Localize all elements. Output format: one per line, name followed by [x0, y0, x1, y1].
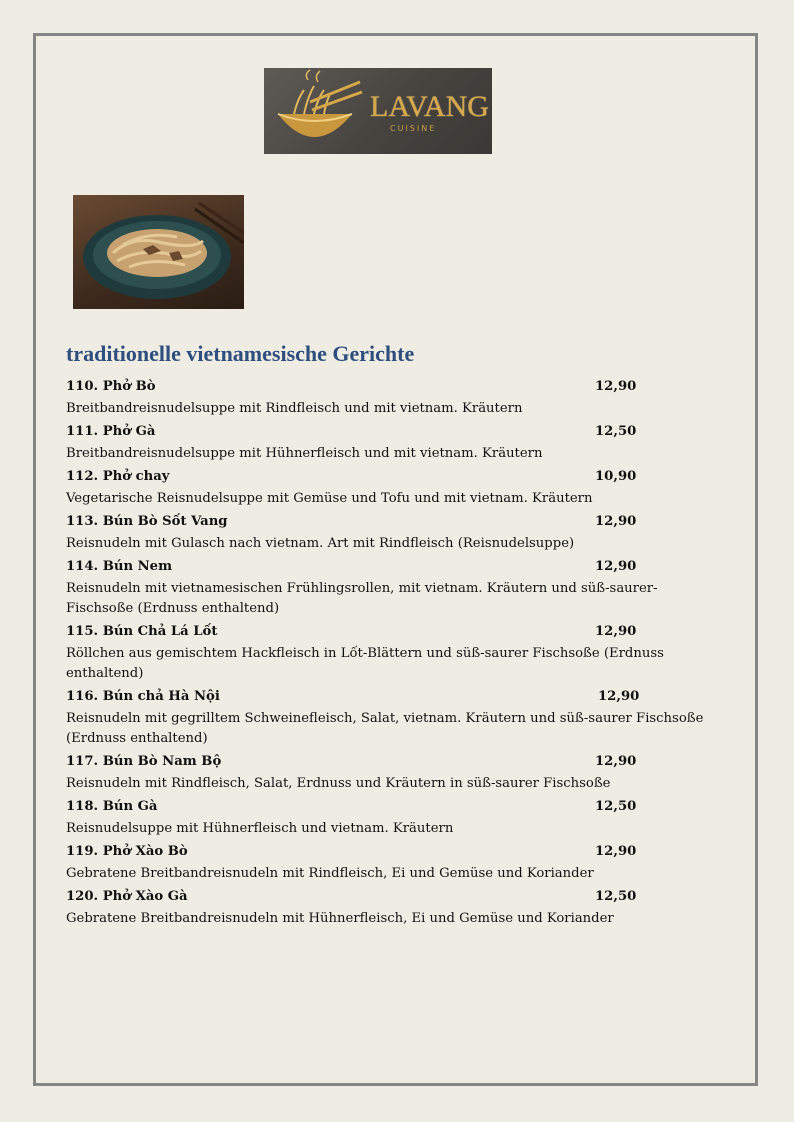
- dish-price: 10,90: [595, 469, 637, 484]
- dish-description: Gebratene Breitbandreisnudeln mit Rindfleisch, Ei und Gemüse und Koriander: [66, 865, 594, 881]
- dish-description: Breitbandreisnudelsuppe mit Hühnerfleisch und mit vietnam. Kräutern: [66, 445, 543, 461]
- dish-price: 12,90: [598, 689, 640, 704]
- menu-item-header: [66, 751, 706, 774]
- dish-description: Reisnudelsuppe mit Hühnerfleisch und vietnam. Kräutern: [66, 820, 454, 836]
- dish-price: 12,90: [595, 624, 637, 639]
- dish-price: 12,50: [595, 889, 637, 904]
- noodle-dish-photo: [73, 195, 244, 309]
- menu-item-header: [66, 466, 706, 489]
- dish-description: Reisnudeln mit Rindfleisch, Salat, Erdnuss und Kräutern in süß-saurer Fischsoße: [66, 775, 611, 791]
- dish-price: 12,90: [595, 559, 637, 574]
- menu-item-header: [66, 796, 706, 819]
- noodle-bowl-chopsticks-icon: [264, 68, 364, 154]
- logo-wordmark: LAVANG: [370, 90, 489, 123]
- dish-price: 12,90: [595, 844, 637, 859]
- logo-subtitle: CUISINE: [390, 124, 437, 133]
- dish-name: 113. Bún Bò Sốt Vang: [66, 514, 228, 529]
- menu-item-header: [66, 841, 706, 864]
- dish-price: 12,90: [595, 514, 637, 529]
- dish-name: 111. Phở Gà: [66, 424, 156, 439]
- dish-name: 119. Phở Xào Bò: [66, 844, 188, 859]
- menu-item-header: [66, 511, 706, 534]
- section-title: traditionelle vietnamesische Gerichte: [66, 341, 415, 366]
- dish-description: Reisnudeln mit vietnamesischen Frühlingsrollen, mit vietnam. Kräutern und süß-saurer-Fischsoße (Erdnuss enthaltend): [66, 580, 658, 616]
- dish-price: 12,90: [595, 754, 637, 769]
- dish-name: 120. Phở Xào Gà: [66, 889, 188, 904]
- dish-description: Gebratene Breitbandreisnudeln mit Hühnerfleisch, Ei und Gemüse und Koriander: [66, 910, 614, 926]
- dish-price: 12,50: [595, 424, 637, 439]
- noodle-plate-image: [73, 195, 244, 309]
- menu-item-header: [66, 376, 706, 399]
- menu-item-header: [66, 886, 706, 909]
- dish-price: 12,90: [595, 379, 637, 394]
- dish-name: 115. Bún Chả Lá Lốt: [66, 624, 218, 639]
- menu-item-header: [66, 621, 706, 644]
- dish-name: 114. Bún Nem: [66, 559, 173, 574]
- dish-description: Breitbandreisnudelsuppe mit Rindfleisch und mit vietnam. Kräutern: [66, 400, 523, 416]
- dish-name: 117. Bún Bò Nam Bộ: [66, 754, 222, 769]
- menu-list: [66, 376, 706, 931]
- dish-name: 110. Phở Bò: [66, 379, 156, 394]
- menu-item-header: [66, 686, 706, 709]
- menu-item-header: [66, 421, 706, 444]
- menu-item-header: [66, 556, 706, 579]
- dish-description: Vegetarische Reisnudelsuppe mit Gemüse und Tofu und mit vietnam. Kräutern: [66, 490, 593, 506]
- dish-name: 112. Phở chay: [66, 469, 170, 484]
- dish-name: 116. Bún chả Hà Nội: [66, 689, 220, 704]
- restaurant-logo: [264, 68, 492, 154]
- dish-name: 118. Bún Gà: [66, 799, 158, 814]
- dish-description: Reisnudeln mit Gulasch nach vietnam. Art mit Rindfleisch (Reisnudelsuppe): [66, 535, 575, 551]
- dish-price: 12,50: [595, 799, 637, 814]
- dish-description: Reisnudeln mit gegrilltem Schweinefleisch, Salat, vietnam. Kräutern und süß-saurer Fischsoße (Erdnuss enthaltend): [66, 710, 704, 746]
- dish-description: Röllchen aus gemischtem Hackfleisch in Lốt-Blättern und süß-saurer Fischsoße (Erdnuss enthaltend): [66, 645, 664, 681]
